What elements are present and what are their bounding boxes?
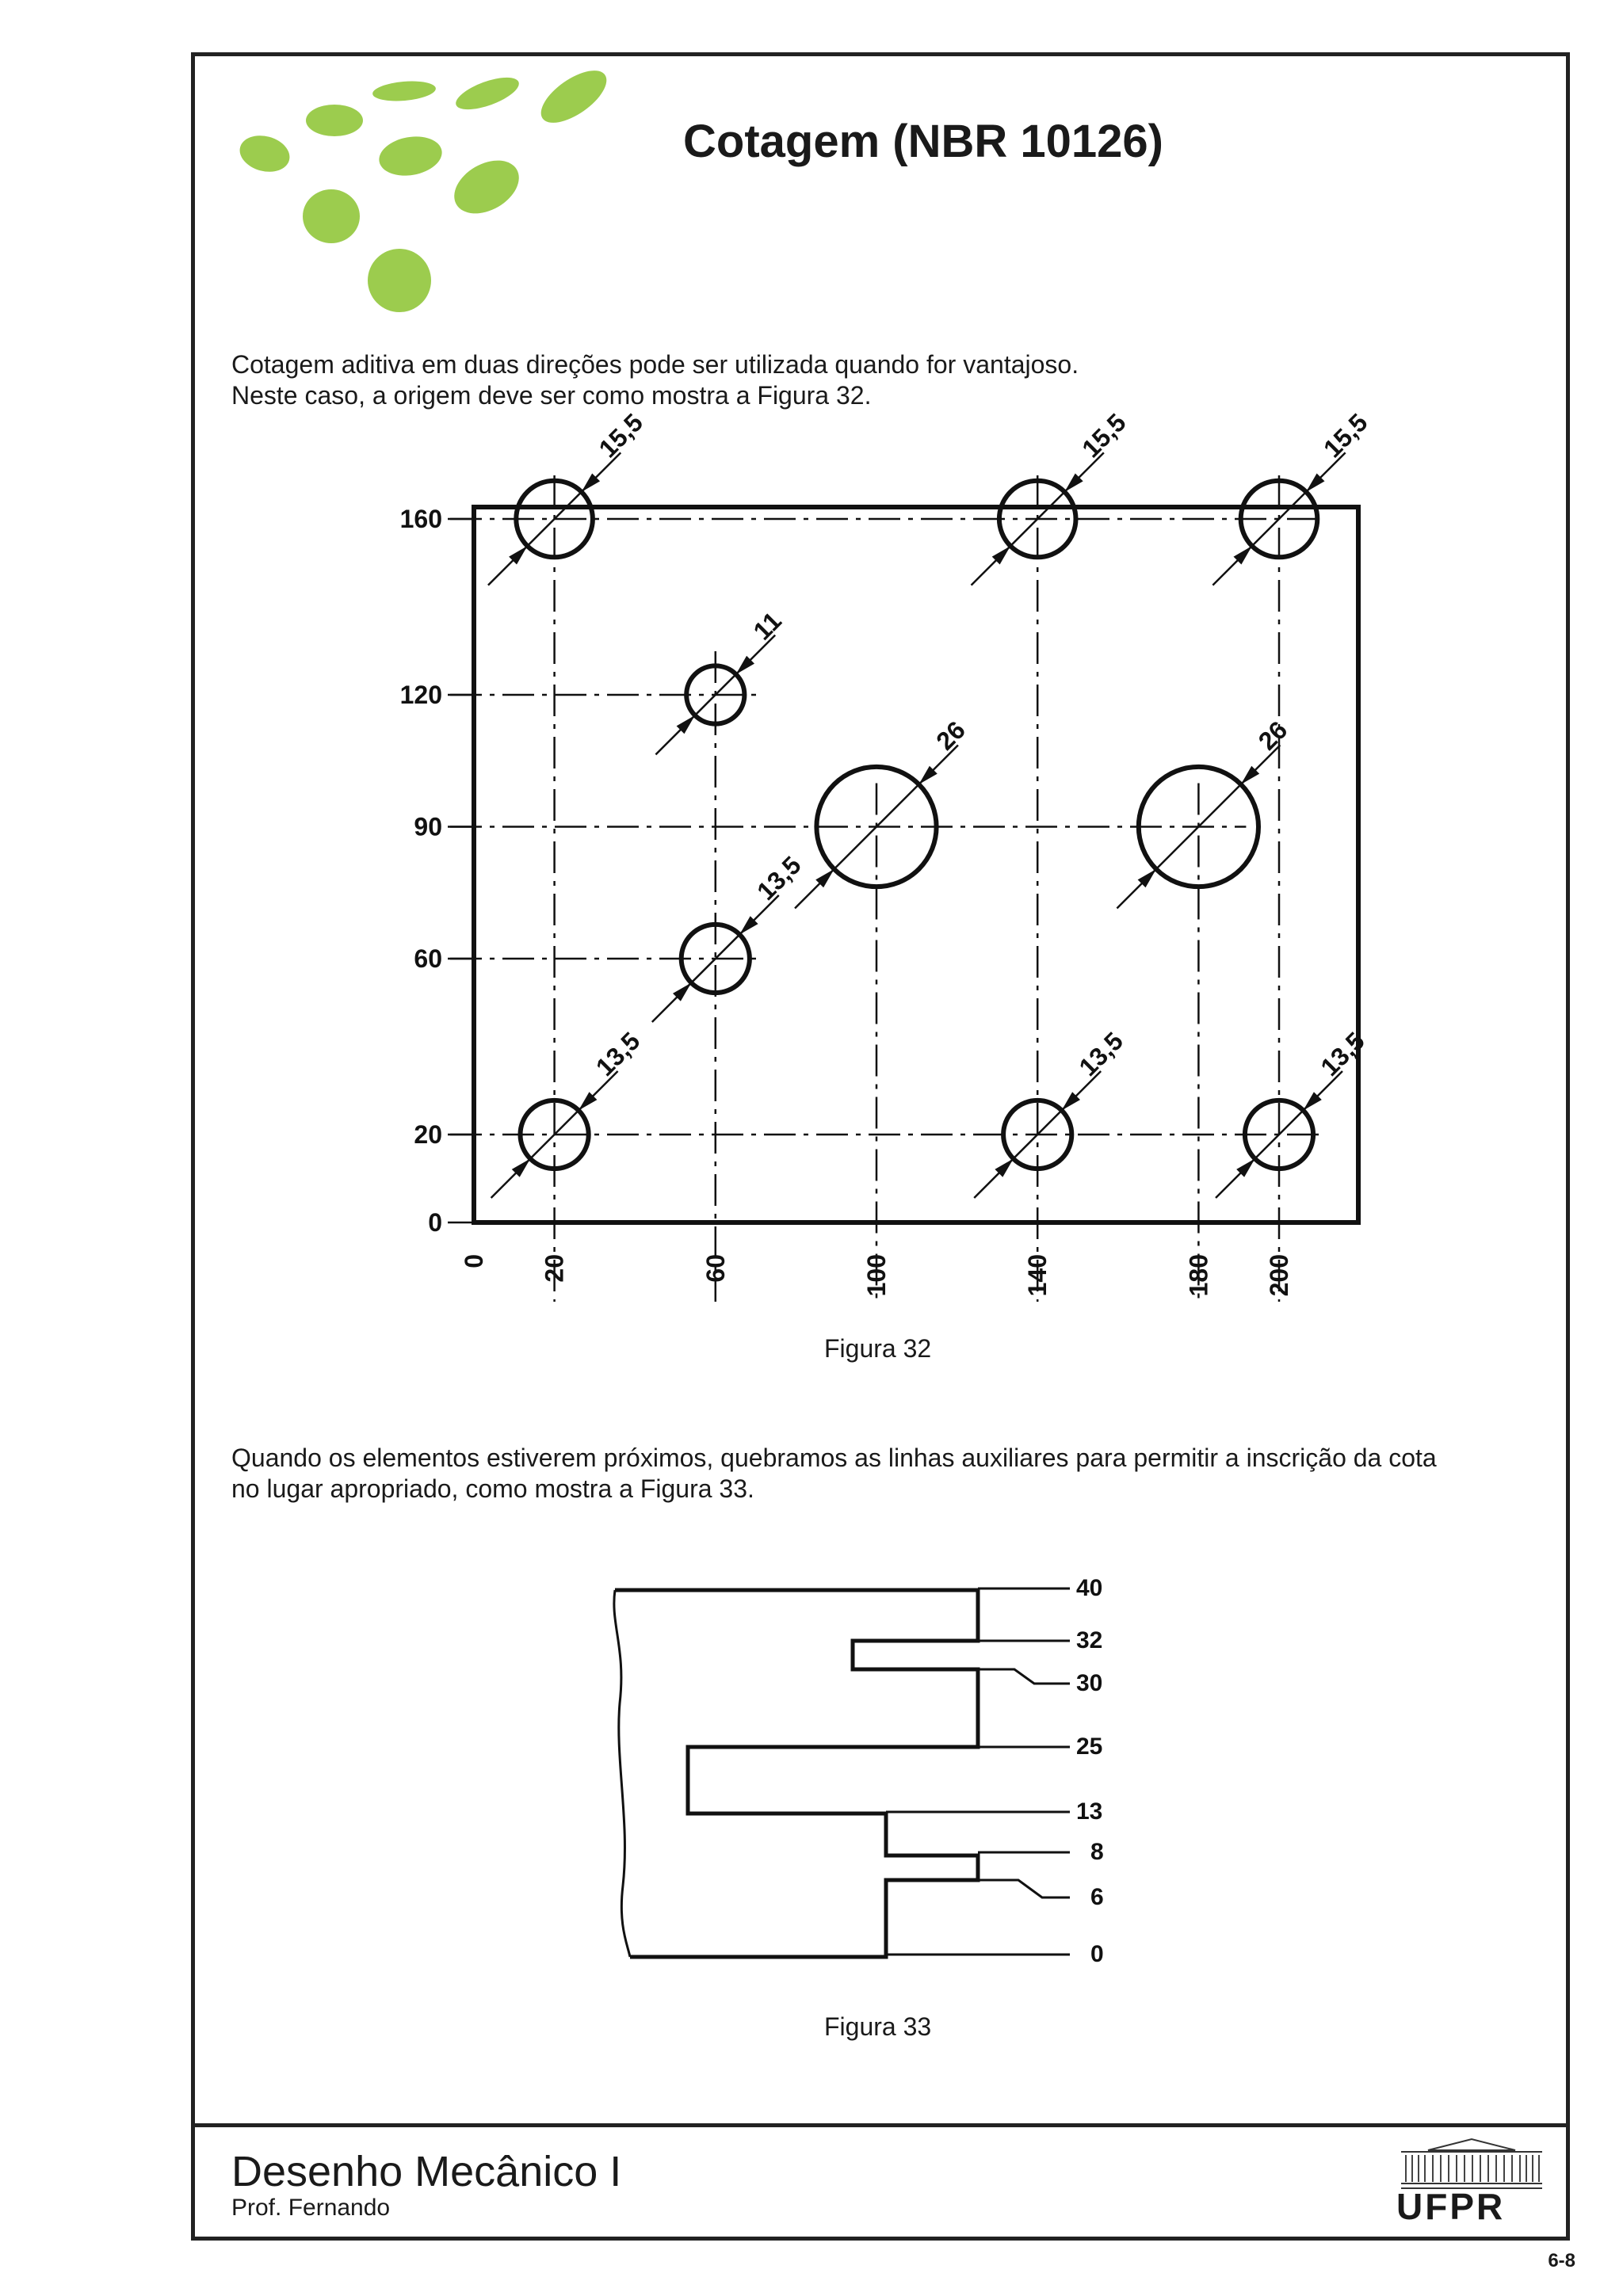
stepped-profile — [615, 1590, 978, 1957]
x-tick-label: 0 — [460, 1254, 488, 1268]
dimension-label: 30 — [1076, 1670, 1103, 1696]
diameter-label: 13,5 — [590, 1026, 646, 1082]
x-tick-label: 100 — [862, 1254, 891, 1297]
diameter-label: 15,5 — [1076, 407, 1132, 463]
break-line — [614, 1590, 630, 1957]
footer-divider — [191, 2123, 1570, 2127]
x-tick-label: 20 — [540, 1254, 569, 1283]
dimension-label: 32 — [1076, 1627, 1103, 1653]
course-title: Desenho Mecânico I — [231, 2148, 622, 2195]
paragraph-1-line-1: Cotagem aditiva em duas direções pode ser utilizada quando for vantajoso. — [231, 350, 1079, 379]
dimension-label: 13 — [1076, 1798, 1103, 1825]
ufpr-building-icon — [1396, 2136, 1547, 2191]
paragraph-2-line-1: Quando os elementos estiverem próximos, quebramos as linhas auxiliares para permitir a inscrição da cota — [231, 1444, 1437, 1472]
page-number: 6-8 — [1548, 2250, 1575, 2271]
extension-line-30 — [978, 1669, 1070, 1684]
y-tick-label: 120 — [399, 681, 442, 709]
x-tick-label: 180 — [1184, 1254, 1213, 1297]
x-tick-label: 140 — [1023, 1254, 1052, 1297]
dimension-label: 6 — [1090, 1884, 1104, 1910]
x-tick-label: 60 — [701, 1254, 730, 1283]
y-tick-label: 20 — [414, 1120, 442, 1149]
y-tick-label: 60 — [414, 944, 442, 973]
extension-line-6 — [978, 1880, 1070, 1897]
y-tick-label: 90 — [414, 812, 442, 841]
diameter-label: 13,5 — [1315, 1026, 1370, 1082]
diameter-label: 15,5 — [1318, 407, 1373, 463]
diameter-label: 15,5 — [593, 407, 649, 463]
figure-32-caption: Figura 32 — [824, 1334, 932, 1363]
figure-33-caption: Figura 33 — [824, 2012, 932, 2041]
diameter-label: 13,5 — [1073, 1026, 1129, 1082]
diameter-label: 11 — [747, 606, 787, 646]
diameter-label: 26 — [930, 715, 971, 756]
dimension-label: 25 — [1076, 1733, 1103, 1760]
diameter-label: 26 — [1252, 715, 1293, 756]
professor-name: Prof. Fernando — [231, 2195, 391, 2221]
dimension-label: 40 — [1076, 1575, 1103, 1601]
y-tick-label: 160 — [399, 505, 442, 533]
x-tick-label: 200 — [1265, 1254, 1293, 1297]
y-tick-label: 0 — [428, 1208, 442, 1237]
ufpr-logo-text: UFPR — [1396, 2186, 1506, 2227]
paragraph-2-line-2: no lugar apropriado, como mostra a Figura 33. — [231, 1474, 754, 1503]
page-title: Cotagem (NBR 10126) — [683, 116, 1163, 167]
dimension-label: 0 — [1090, 1941, 1104, 1967]
diameter-label: 13,5 — [751, 850, 807, 906]
dimension-label: 8 — [1090, 1839, 1104, 1865]
paragraph-1-line-2: Neste caso, a origem deve ser como mostra a Figura 32. — [231, 381, 872, 410]
